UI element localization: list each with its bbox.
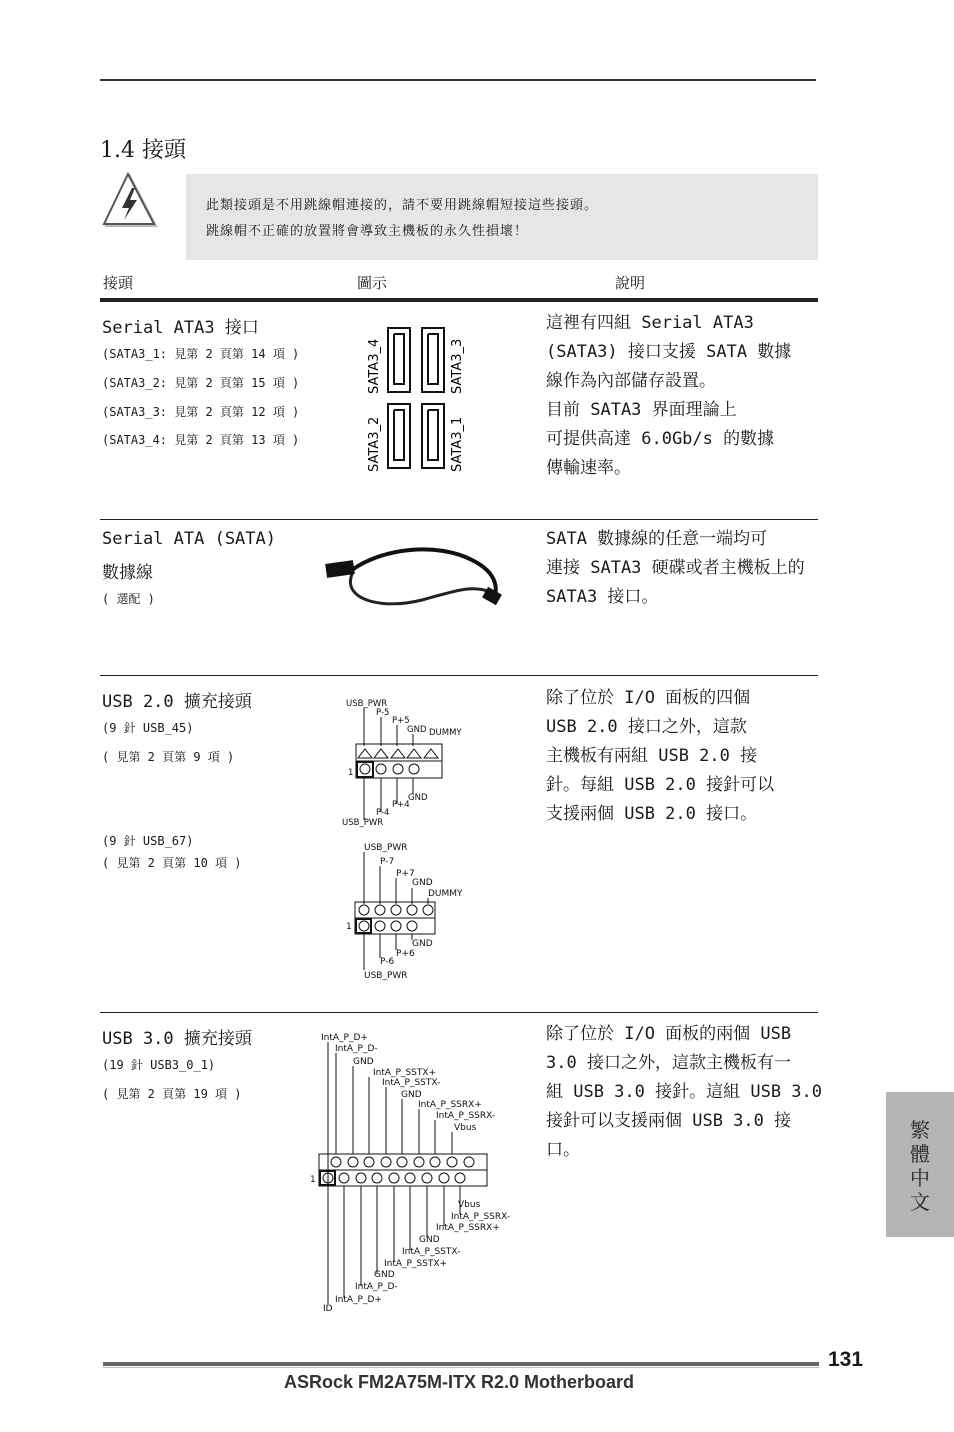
usb2-note: (9 針 USB_45) bbox=[102, 721, 194, 735]
svg-text:GND: GND bbox=[408, 793, 428, 803]
usb3-description: 除了位於 I/O 面板的兩個 USB 3.0 接口之外，這款主機板有一 組 USB 3.0 接針。這組 USB 3.0 接針可以支援兩個 USB 3.0 接 口。 bbox=[546, 1024, 822, 1160]
svg-text:IntA_P_SSRX-: IntA_P_SSRX- bbox=[436, 1111, 496, 1121]
warning-line-1: 此類接頭是不用跳線帽連接的，請不要用跳線帽短接這些接頭。 bbox=[206, 198, 599, 213]
warning-box bbox=[186, 174, 818, 260]
language-tab-label: 繁體中文 bbox=[910, 1118, 930, 1214]
usb3-note: ( 見第 2 頁第 19 項 ) bbox=[102, 1087, 242, 1101]
sata3-label: SATA3_1 bbox=[450, 416, 465, 472]
svg-text:USB_PWR: USB_PWR bbox=[364, 971, 408, 981]
svg-text:IntA_P_SSRX+: IntA_P_SSRX+ bbox=[436, 1223, 500, 1233]
usb3-header-diagram bbox=[306, 1026, 536, 1318]
col-header-diagram: 圖示 bbox=[357, 274, 388, 292]
sata3-diagram bbox=[360, 322, 470, 477]
sata3-note: (SATA3_1: 見第 2 頁第 14 項 ) bbox=[102, 347, 300, 361]
svg-text:ID: ID bbox=[323, 1304, 333, 1314]
svg-text:Vbus: Vbus bbox=[454, 1123, 477, 1133]
usb2-note: ( 見第 2 頁第 9 項 ) bbox=[102, 750, 235, 764]
svg-text:IntA_P_D-: IntA_P_D- bbox=[335, 1044, 378, 1054]
svg-text:USB_PWR: USB_PWR bbox=[364, 843, 408, 853]
svg-text:USB_PWR: USB_PWR bbox=[346, 699, 388, 709]
svg-text:1: 1 bbox=[348, 768, 354, 778]
svg-text:P-7: P-7 bbox=[380, 857, 395, 867]
svg-text:DUMMY: DUMMY bbox=[429, 728, 462, 738]
svg-text:USB_PWR: USB_PWR bbox=[342, 818, 384, 828]
svg-text:IntA_P_D+: IntA_P_D+ bbox=[321, 1033, 368, 1043]
usb2-description: 除了位於 I/O 面板的四個 USB 2.0 接口之外，這款 主機板有兩組 USB 2.0 接 針。每組 USB 2.0 接針可以 支援兩個 USB 2.0 接口。 bbox=[546, 688, 775, 824]
usb3-note: (19 針 USB3_0_1) bbox=[102, 1058, 216, 1072]
sata3-label: SATA3_4 bbox=[367, 338, 382, 394]
sata-cable-description: SATA 數據線的任意一端均可 連接 SATA3 硬碟或者主機板上的 SATA3 接口。 bbox=[546, 529, 805, 607]
warning-icon bbox=[100, 170, 162, 232]
svg-text:IntA_P_SSTX+: IntA_P_SSTX+ bbox=[373, 1068, 437, 1078]
usb2-header-diagram-a bbox=[338, 694, 478, 830]
svg-text:P+7: P+7 bbox=[396, 869, 415, 879]
svg-text:P-4: P-4 bbox=[376, 808, 390, 818]
svg-text:P-6: P-6 bbox=[380, 957, 395, 967]
svg-text:1: 1 bbox=[310, 1175, 316, 1185]
svg-text:P+5: P+5 bbox=[392, 716, 410, 726]
header-rule bbox=[100, 298, 818, 302]
page-number: 131 bbox=[828, 1348, 864, 1371]
usb3-name: USB 3.0 擴充接頭 bbox=[102, 1029, 252, 1049]
svg-text:IntA_P_SSTX-: IntA_P_SSTX- bbox=[382, 1078, 441, 1088]
svg-text:GND: GND bbox=[401, 1090, 422, 1100]
warning-line-2: 跳線帽不正確的放置將會導致主機板的永久性損壞！ bbox=[206, 224, 529, 239]
sata-cable-name-2: 數據線 bbox=[102, 563, 153, 583]
svg-text:GND: GND bbox=[419, 1235, 440, 1245]
row-divider bbox=[100, 675, 818, 676]
svg-text:P-5: P-5 bbox=[376, 708, 390, 718]
sata3-label: SATA3_3 bbox=[450, 338, 465, 394]
footer-rule-thin bbox=[103, 1367, 819, 1368]
sata3-note: (SATA3_3: 見第 2 頁第 12 項 ) bbox=[102, 405, 300, 419]
sata-cable-note: ( 選配 ) bbox=[102, 592, 155, 606]
section-title: 1.4 接頭 bbox=[100, 138, 186, 163]
svg-text:P+6: P+6 bbox=[396, 949, 415, 959]
svg-text:P+4: P+4 bbox=[392, 800, 410, 810]
svg-text:IntA_P_SSTX+: IntA_P_SSTX+ bbox=[384, 1259, 448, 1269]
top-rule bbox=[100, 79, 816, 81]
sata-cable-image bbox=[322, 540, 512, 614]
col-header-connector: 接頭 bbox=[103, 274, 134, 292]
usb2-header-diagram-b bbox=[344, 838, 484, 984]
usb2-name: USB 2.0 擴充接頭 bbox=[102, 692, 252, 712]
svg-text:IntA_P_SSRX-: IntA_P_SSRX- bbox=[451, 1212, 511, 1222]
svg-text:Vbus: Vbus bbox=[458, 1200, 481, 1210]
svg-text:IntA_P_D+: IntA_P_D+ bbox=[335, 1295, 382, 1305]
svg-text:IntA_P_SSTX-: IntA_P_SSTX- bbox=[402, 1247, 461, 1257]
col-header-description: 說明 bbox=[615, 274, 646, 292]
row-divider bbox=[100, 1012, 818, 1013]
sata3-description: 這裡有四組 Serial ATA3 (SATA3) 接口支援 SATA 數據 線作為內部儲存設置。 目前 SATA3 界面理論上 可提供高達 6.0Gb/s 的數據 傳輸速率。 bbox=[546, 313, 792, 478]
sata3-name: Serial ATA3 接口 bbox=[102, 318, 259, 338]
sata-cable-name: Serial ATA (SATA) bbox=[102, 529, 276, 549]
svg-text:IntA_P_SSRX+: IntA_P_SSRX+ bbox=[418, 1100, 482, 1110]
sata3-note: (SATA3_2: 見第 2 頁第 15 項 ) bbox=[102, 376, 300, 390]
svg-text:GND: GND bbox=[412, 878, 433, 888]
svg-text:1: 1 bbox=[346, 922, 352, 932]
footer-rule bbox=[103, 1362, 819, 1366]
footer-model: ASRock FM2A75M-ITX R2.0 Motherboard bbox=[284, 1372, 635, 1392]
svg-text:GND: GND bbox=[374, 1270, 395, 1280]
row-divider bbox=[100, 519, 818, 520]
svg-text:GND: GND bbox=[407, 725, 427, 735]
language-tab bbox=[886, 1092, 954, 1237]
sata3-note: (SATA3_4: 見第 2 頁第 13 項 ) bbox=[102, 433, 300, 447]
svg-text:IntA_P_D-: IntA_P_D- bbox=[355, 1282, 398, 1292]
svg-text:DUMMY: DUMMY bbox=[428, 889, 463, 899]
svg-text:GND: GND bbox=[353, 1057, 374, 1067]
usb2-note: (9 針 USB_67) bbox=[102, 834, 194, 848]
sata3-label: SATA3_2 bbox=[367, 416, 382, 472]
svg-text:GND: GND bbox=[412, 939, 433, 949]
usb2-note: ( 見第 2 頁第 10 項 ) bbox=[102, 856, 242, 870]
